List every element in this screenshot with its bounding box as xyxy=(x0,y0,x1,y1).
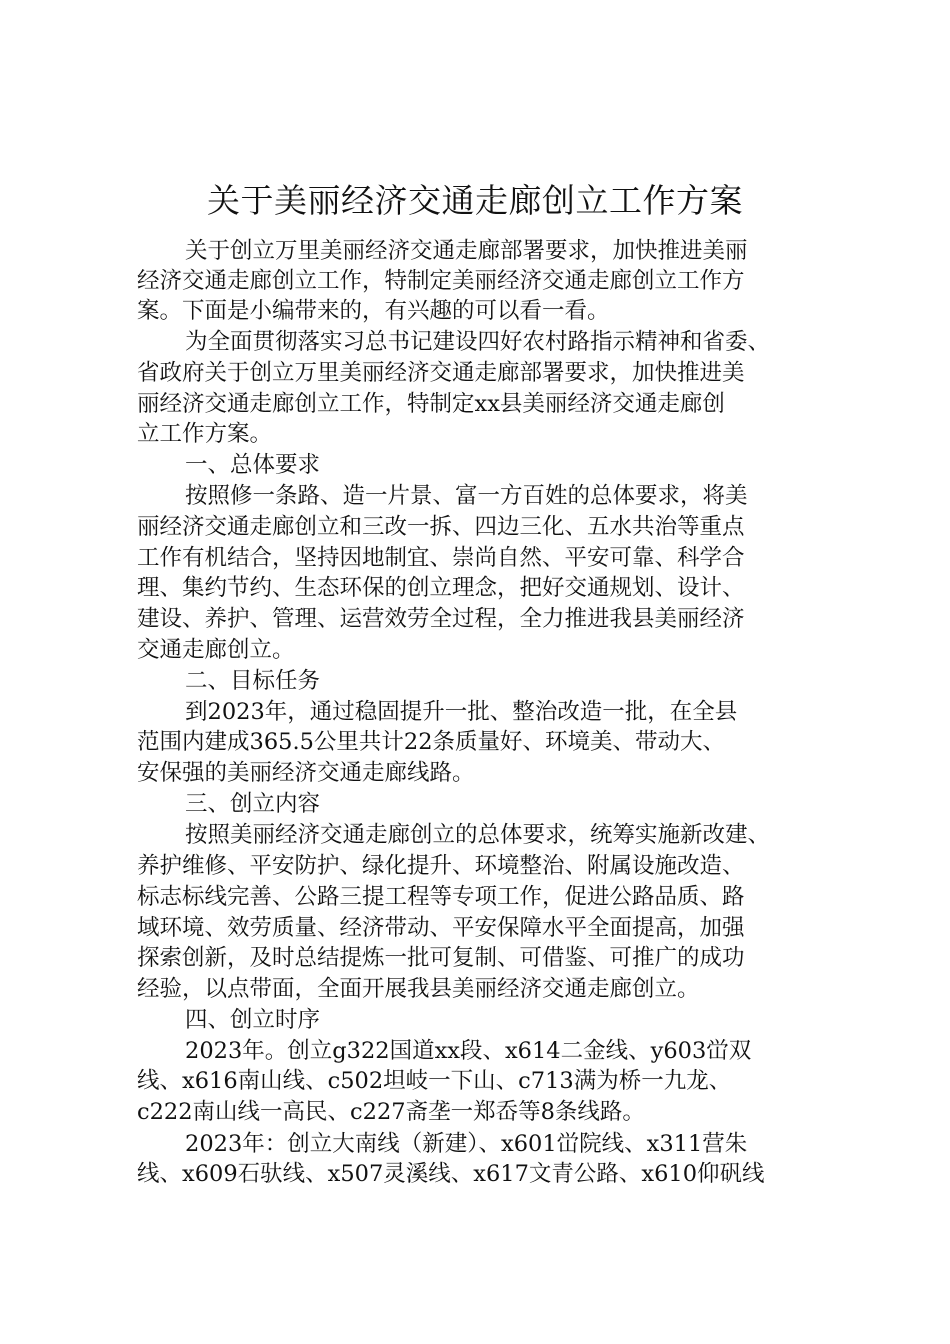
paragraph-line: 关于创立万里美丽经济交通走廊部署要求，加快推进美丽 xyxy=(185,238,748,264)
paragraph-line: 到2023年，通过稳固提升一批、整治改造一批，在全县 xyxy=(185,699,738,725)
document-title: 关于美丽经济交通走廊创立工作方案 xyxy=(207,181,743,220)
paragraph-line: 理、集约节约、生态环保的创立理念，把好交通规划、设计、 xyxy=(137,575,745,601)
paragraph-line: 工作有机结合，坚持因地制宜、崇尚自然、平安可靠、科学合 xyxy=(137,545,745,571)
paragraph-line: 省政府关于创立万里美丽经济交通走廊部署要求，加快推进美 xyxy=(137,360,745,386)
paragraph-line: 域环境、效劳质量、经济带动、平安保障水平全面提高，加强 xyxy=(137,915,745,941)
paragraph-line: 安保强的美丽经济交通走廊线路。 xyxy=(137,760,475,786)
paragraph-line: 按照修一条路、造一片景、富一方百姓的总体要求，将美 xyxy=(185,483,748,509)
paragraph-line: 按照美丽经济交通走廊创立的总体要求，统筹实施新改建、 xyxy=(185,822,771,848)
section-heading: 四、创立时序 xyxy=(185,1007,321,1033)
paragraph-line: 线、x616南山线、c502坦岐一下山、c713满为桥一九龙、 xyxy=(137,1068,732,1094)
paragraph-line: 丽经济交通走廊创立工作，特制定xx县美丽经济交通走廊创 xyxy=(137,391,725,417)
paragraph-line: c222南山线一高民、c227斋垄一郑岙等8条线路。 xyxy=(137,1099,645,1125)
paragraph-line: 丽经济交通走廊创立和三改一拆、四边三化、五水共治等重点 xyxy=(137,514,745,540)
section-heading: 二、目标任务 xyxy=(185,668,321,694)
paragraph-line: 2023年：创立大南线（新建）、x601峃院线、x311营朱 xyxy=(185,1131,748,1157)
paragraph-line: 线、x609石驮线、x507灵溪线、x617文青公路、x610仰矾线 xyxy=(137,1161,765,1187)
paragraph-line: 标志标线完善、公路三提工程等专项工作，促进公路品质、路 xyxy=(137,884,745,910)
paragraph-line: 立工作方案。 xyxy=(137,421,273,447)
paragraph-line: 经验，以点带面，全面开展我县美丽经济交通走廊创立。 xyxy=(137,976,700,1002)
paragraph-line: 范围内建成365.5公里共计22条质量好、环境美、带动大、 xyxy=(137,729,726,755)
paragraph-line: 2023年。创立g322国道xx段、x614二金线、y603峃双 xyxy=(185,1038,752,1064)
paragraph-line: 案。下面是小编带来的，有兴趣的可以看一看。 xyxy=(137,298,610,324)
paragraph-line: 建设、养护、管理、运营效劳全过程，全力推进我县美丽经济 xyxy=(137,606,745,632)
paragraph-line: 探索创新，及时总结提炼一批可复制、可借鉴、可推广的成功 xyxy=(137,945,745,971)
section-heading: 一、总体要求 xyxy=(185,452,321,478)
section-heading: 三、创立内容 xyxy=(185,791,321,817)
paragraph-line: 交通走廊创立。 xyxy=(137,637,295,663)
paragraph-line: 养护维修、平安防护、绿化提升、环境整治、附属设施改造、 xyxy=(137,853,745,879)
paragraph-line: 经济交通走廊创立工作，特制定美丽经济交通走廊创立工作方 xyxy=(137,268,745,294)
paragraph-line: 为全面贯彻落实习总书记建设四好农村路指示精神和省委、 xyxy=(185,329,771,355)
